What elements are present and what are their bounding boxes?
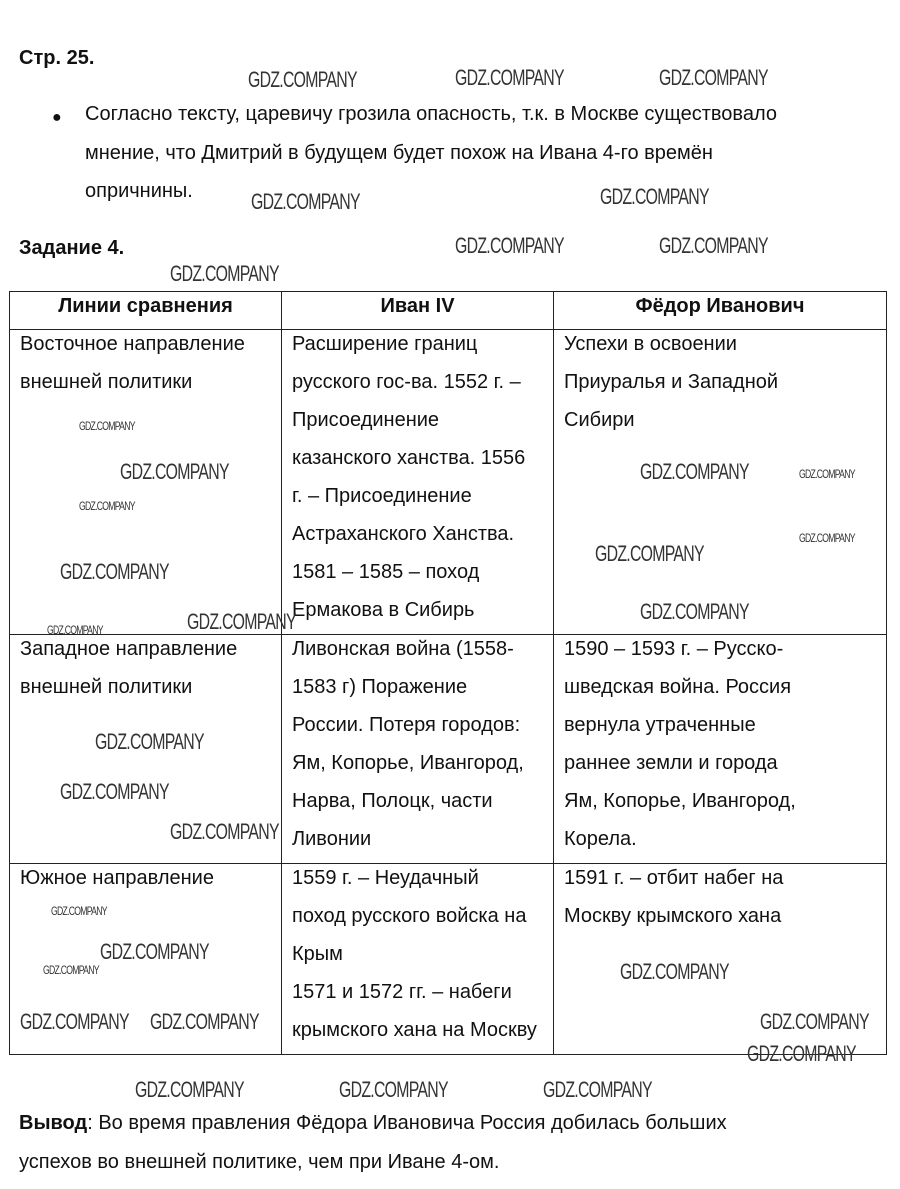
watermark: GDZ.COMPANY [760, 1009, 869, 1034]
cell-line: 1559 г. – Неудачный [292, 867, 479, 889]
cell-line: Южное направление [20, 867, 214, 889]
table-cell [282, 635, 554, 864]
watermark: GDZ.COMPANY [20, 1009, 129, 1034]
table-cell [10, 330, 282, 635]
bullet-line: мнение, что Дмитрий в будущем будет похож на Ивана 4-го времён [85, 142, 713, 164]
watermark: GDZ.COMPANY [79, 499, 135, 513]
watermark: GDZ.COMPANY [339, 1077, 448, 1102]
comparison-table [9, 291, 887, 1055]
cell-line: Корела. [564, 828, 637, 850]
watermark: GDZ.COMPANY [95, 729, 204, 754]
watermark: GDZ.COMPANY [187, 609, 296, 634]
watermark: GDZ.COMPANY [47, 623, 103, 637]
table-header-row [10, 292, 887, 330]
task-title: Задание 4. [19, 237, 125, 259]
watermark: GDZ.COMPANY [60, 779, 169, 804]
watermark: GDZ.COMPANY [43, 963, 99, 977]
cell-line: Расширение границ [292, 333, 478, 355]
watermark: GDZ.COMPANY [170, 261, 279, 286]
cell-line: Приуралья и Западной [564, 371, 779, 393]
cell-line: внешней политики [20, 676, 193, 698]
watermark: GDZ.COMPANY [595, 541, 704, 566]
cell-line: Ям, Копорье, Ивангород, [292, 752, 524, 774]
bullet-icon: ● [52, 109, 62, 126]
header-cell: Иван IV [282, 292, 554, 330]
watermark: GDZ.COMPANY [799, 467, 855, 481]
watermark: GDZ.COMPANY [455, 233, 564, 258]
watermark: GDZ.COMPANY [251, 189, 360, 214]
header-cell: Линии сравнения [10, 292, 282, 330]
cell-line: Успехи в освоении [564, 333, 737, 355]
cell-line: Крым [292, 943, 343, 965]
cell-line: Ливонии [292, 828, 372, 850]
table-cell [554, 330, 887, 635]
cell-line: 1581 – 1585 – поход [292, 561, 480, 583]
cell-line: крымского хана на Москву [292, 1019, 537, 1041]
watermark: GDZ.COMPANY [60, 559, 169, 584]
cell-line: поход русского войска на [292, 905, 527, 927]
watermark: GDZ.COMPANY [747, 1041, 856, 1066]
conclusion-label: Вывод [19, 1112, 88, 1134]
watermark: GDZ.COMPANY [600, 184, 709, 209]
watermark: GDZ.COMPANY [640, 459, 749, 484]
watermark: GDZ.COMPANY [799, 531, 855, 545]
table-cell [10, 635, 282, 864]
cell-line: Москву крымского хана [564, 905, 782, 927]
watermark: GDZ.COMPANY [100, 939, 209, 964]
cell-line: Нарва, Полоцк, части [292, 790, 493, 812]
cell-line: Западное направление [20, 638, 238, 660]
table-cell [554, 635, 887, 864]
cell-line: Ермакова в Сибирь [292, 599, 475, 621]
watermark: GDZ.COMPANY [659, 233, 768, 258]
cell-line: 1590 – 1593 г. – Русско- [564, 638, 784, 660]
table-cell [10, 864, 282, 1055]
table-cell [554, 864, 887, 1055]
watermark: GDZ.COMPANY [659, 65, 768, 90]
cell-line: казанского ханства. 1556 [292, 447, 526, 469]
cell-line: Восточное направление [20, 333, 245, 355]
watermark: GDZ.COMPANY [120, 459, 229, 484]
cell-line: 1571 и 1572 гг. – набеги [292, 981, 512, 1003]
conclusion-text: : Во время правления Фёдора Ивановича Россия добилась больших [87, 1112, 727, 1134]
cell-line: России. Потеря городов: [292, 714, 521, 736]
cell-line: вернула утраченные [564, 714, 756, 736]
cell-line: г. – Присоединение [292, 485, 472, 507]
bullet-line: Согласно тексту, царевичу грозила опасность, т.к. в Москве существовало [85, 103, 777, 125]
cell-line: 1591 г. – отбит набег на [564, 867, 784, 889]
cell-line: Сибири [564, 409, 635, 431]
watermark: GDZ.COMPANY [248, 67, 357, 92]
conclusion-line [19, 1104, 727, 1142]
watermark: GDZ.COMPANY [150, 1009, 259, 1034]
table-row [10, 330, 887, 635]
cell-line: 1583 г) Поражение [292, 676, 468, 698]
table-row [10, 864, 887, 1055]
watermark: GDZ.COMPANY [79, 419, 135, 433]
cell-line: Астраханского Ханства. [292, 523, 515, 545]
cell-line: внешней политики [20, 371, 193, 393]
watermark: GDZ.COMPANY [135, 1077, 244, 1102]
cell-line: Ливонская война (1558- [292, 638, 514, 660]
table-cell [282, 864, 554, 1055]
header-cell: Фёдор Иванович [554, 292, 887, 330]
watermark: GDZ.COMPANY [640, 599, 749, 624]
cell-line: шведская война. Россия [564, 676, 792, 698]
cell-line: раннее земли и города [564, 752, 778, 774]
watermark: GDZ.COMPANY [543, 1077, 652, 1102]
page-label: Стр. 25. [19, 47, 95, 69]
watermark: GDZ.COMPANY [455, 65, 564, 90]
table-cell [282, 330, 554, 635]
bullet-line: опричнины. [85, 180, 193, 202]
watermark: GDZ.COMPANY [170, 819, 279, 844]
cell-line: русского гос-ва. 1552 г. – [292, 371, 521, 393]
watermark: GDZ.COMPANY [51, 904, 107, 918]
cell-line: Присоединение [292, 409, 440, 431]
conclusion-line: успехов во внешней политике, чем при Иване 4-ом. [19, 1151, 500, 1173]
watermark: GDZ.COMPANY [620, 959, 729, 984]
cell-line: Ям, Копорье, Ивангород, [564, 790, 796, 812]
table-row [10, 635, 887, 864]
